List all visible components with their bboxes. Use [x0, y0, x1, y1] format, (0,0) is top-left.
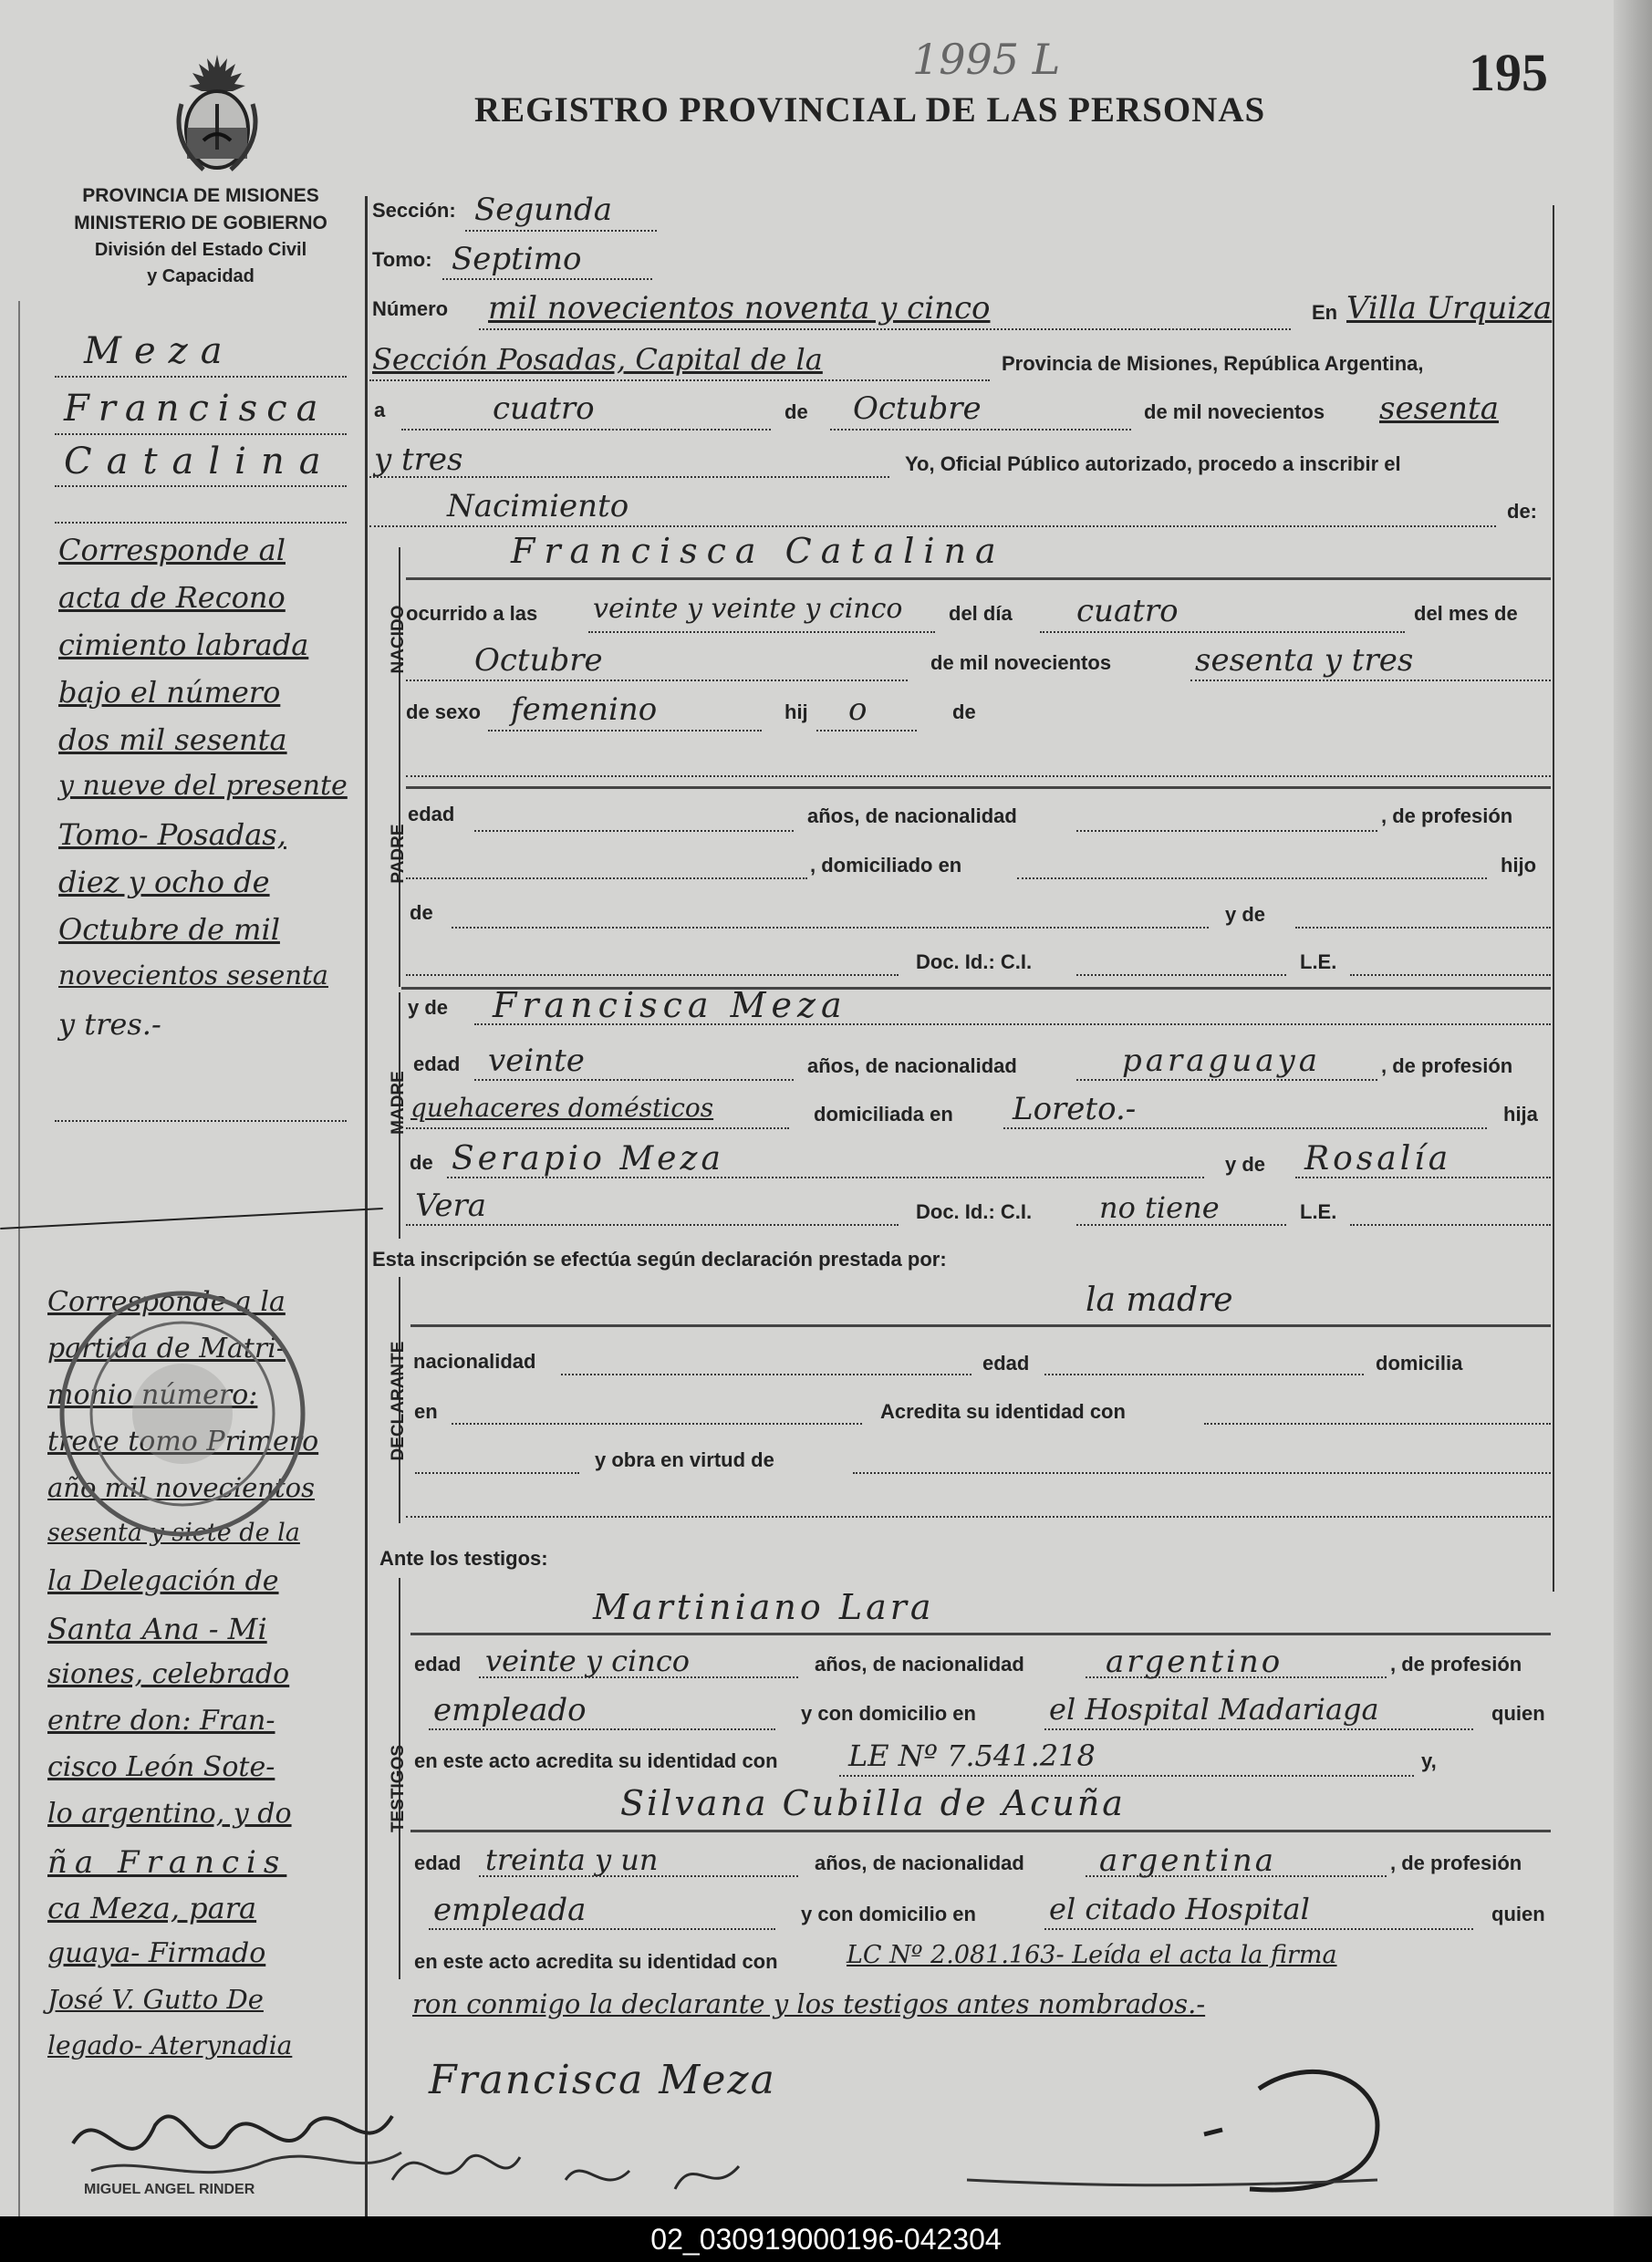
- declarante-obra-line: [853, 1472, 1551, 1474]
- madre-doc-label: Doc. Id.: C.I.: [916, 1200, 1033, 1223]
- seccion-value: Segunda: [474, 192, 613, 228]
- madre-y-de2-label: y de: [1225, 1153, 1266, 1176]
- testigo2-dom-label: y con domicilio en: [801, 1903, 976, 1925]
- margin-separator: [0, 1208, 383, 1230]
- madre-edad-value: veinte: [488, 1043, 585, 1079]
- coat-of-arms-emblem: [167, 49, 267, 177]
- madre-hija-label: hija: [1503, 1103, 1538, 1126]
- numero-label: Número: [372, 297, 449, 320]
- margin-note-line: y nueve del presente: [58, 770, 348, 802]
- mil-label: de mil novecientos: [1144, 400, 1325, 423]
- padre-doc-line: [1076, 974, 1286, 976]
- testigo2-nac-value: argentina: [1099, 1842, 1277, 1879]
- handwritten-reference: 1995 L: [912, 35, 1061, 84]
- padre-y-de-label: y de: [1225, 903, 1266, 926]
- madre-apellido-value: Vera: [415, 1188, 487, 1224]
- testigo2-edad-label: edad: [414, 1852, 462, 1874]
- testigo2-dom-value: el citado Hospital: [1049, 1892, 1310, 1926]
- page-title: REGISTRO PROVINCIAL DE LAS PERSONAS: [474, 90, 1266, 130]
- officer-signature: [949, 2043, 1441, 2216]
- declarante-edad-label: edad: [982, 1352, 1030, 1375]
- year-value: sesenta: [1379, 390, 1499, 427]
- month-line: [830, 429, 1131, 431]
- margin-surname: Meza: [84, 330, 235, 372]
- del-dia-label: del día: [949, 602, 1013, 625]
- padre-le-label: L.E.: [1300, 950, 1337, 973]
- padre-doc-label: Doc. Id.: C.I.: [916, 950, 1033, 973]
- de-colon-label: de:: [1507, 500, 1537, 523]
- testigo1-dom-value: el Hospital Madariaga: [1049, 1692, 1379, 1727]
- margin-note-line: guaya- Firmado: [47, 1937, 266, 1969]
- declarante-final-line: [406, 1516, 1551, 1518]
- madre-profesion-line: [406, 1127, 789, 1129]
- padre-apellido-line: [406, 974, 899, 976]
- padre-y-de-line: [1295, 927, 1551, 929]
- del-mes-label: del mes de: [1414, 602, 1518, 625]
- testigo1-edad-label: edad: [414, 1653, 462, 1676]
- testigo2-prof-line: [429, 1928, 775, 1930]
- hij-label: hij: [784, 700, 808, 723]
- inscripcion-label: Esta inscripción se efectúa según declaración prestada por:: [372, 1248, 947, 1271]
- testigo2-prof-value: empleada: [433, 1892, 587, 1928]
- nacido-de-line: [406, 775, 1551, 777]
- dia-line: [1040, 631, 1405, 633]
- nacido-bottom-rule: [406, 786, 1551, 789]
- declarante-domicilia-label: domicilia: [1376, 1352, 1463, 1375]
- en-value: Villa Urquiza: [1346, 290, 1553, 327]
- testigo2-quien-label: quien: [1491, 1903, 1545, 1925]
- padre-profesion-label: , de profesión: [1381, 804, 1513, 827]
- madre-name-line: [474, 1023, 1551, 1025]
- sexo-value: femenino: [511, 691, 658, 728]
- testigo1-prof-line: [429, 1728, 775, 1730]
- org-ministry: MINISTERIO DE GOBIERNO: [74, 213, 327, 233]
- declarante-en-label: en: [414, 1400, 438, 1423]
- declarante-line: [410, 1324, 1551, 1327]
- margin-note-line: monio número:: [47, 1379, 258, 1411]
- image-caption: 02_030919000196-042304: [0, 2216, 1652, 2262]
- madre-nacionalidad-value: paraguaya: [1122, 1043, 1321, 1079]
- declarante-acredita-label: Acredita su identidad con: [880, 1400, 1126, 1423]
- testigo2-nac-label: años, de nacionalidad: [815, 1852, 1024, 1874]
- testigo1-dom-line: [1044, 1728, 1473, 1730]
- padre-de-label: de: [410, 901, 433, 924]
- madre-doc-value: no tiene: [1099, 1190, 1220, 1225]
- testigo1-name: Martiniano Lara: [593, 1587, 935, 1627]
- mes-line: [406, 680, 908, 681]
- madre-domicilio-value: Loreto.-: [1013, 1091, 1137, 1127]
- margin-note-line: entre don: Fran-: [47, 1705, 275, 1737]
- madre-padre-line: [447, 1177, 1204, 1178]
- nacido-section-label: NACIDO: [389, 605, 408, 674]
- testigo2-id-value: LC Nº 2.081.163- Leída el acta la firma: [847, 1941, 1337, 1969]
- margin-note-line: Octubre de mil: [58, 912, 280, 947]
- declarante-nacionalidad-line: [561, 1374, 971, 1375]
- madre-de-label: de: [410, 1151, 433, 1174]
- testigo2-acredita-label: en este acto acredita su identidad con: [414, 1950, 778, 1973]
- testigo2-edad-line: [479, 1875, 798, 1877]
- dia-value: cuatro: [1076, 593, 1179, 629]
- margin-note-recognition: [58, 533, 359, 1054]
- testigo1-y-label: y,: [1421, 1749, 1437, 1772]
- declarante-en-line: [452, 1423, 862, 1425]
- margin-note-line: y tres.-: [58, 1007, 161, 1042]
- padre-section-label: PADRE: [389, 824, 408, 884]
- nacido-name-line: [406, 577, 1551, 580]
- testigo2-nac-line: [1086, 1875, 1387, 1877]
- margin-note-line: cimiento labrada: [58, 628, 309, 662]
- anio-value: sesenta y tres: [1195, 642, 1414, 679]
- y-tres-line: [369, 476, 889, 478]
- testigo2-name: Silvana Cubilla de Acuña: [620, 1783, 1126, 1823]
- margin-note-line: ña Francis: [47, 1844, 287, 1881]
- seccion-line: [465, 230, 657, 232]
- declarante-acredita-line: [1204, 1423, 1551, 1425]
- margin-note-line: trece tomo Primero: [47, 1426, 319, 1458]
- margin-note-line: Corresponde al: [58, 533, 286, 567]
- hij-line: [816, 730, 917, 732]
- acto-line: [369, 525, 1496, 527]
- seccion-label: Sección:: [372, 199, 456, 222]
- madre-nacionalidad-line: [1076, 1079, 1377, 1081]
- madre-doc-line: [1076, 1224, 1286, 1226]
- margin-note-line: siones, celebrado: [47, 1658, 290, 1690]
- testigo1-quien-label: quien: [1491, 1702, 1545, 1725]
- padre-domiciliado-label: , domiciliado en: [810, 854, 962, 877]
- madre-y-de-label: y de: [408, 996, 449, 1019]
- margin-note-line: bajo el número: [58, 675, 281, 710]
- ocurrido-label: ocurrido a las: [406, 602, 538, 625]
- padre-edad-label: edad: [408, 803, 455, 825]
- margin-line: [55, 1120, 347, 1122]
- testigo1-nac-line: [1086, 1676, 1387, 1678]
- padre-edad-line: [474, 830, 794, 832]
- a-label: a: [374, 399, 386, 421]
- margin-line: [55, 522, 347, 524]
- declarante-nacionalidad-label: nacionalidad: [413, 1350, 536, 1373]
- margin-note-line: dos mil sesenta: [58, 722, 287, 757]
- mes-value: Octubre: [474, 642, 603, 679]
- margin-note-line: Tomo- Posadas,: [58, 817, 286, 852]
- month-value: Octubre: [853, 390, 982, 427]
- madre-madre-value: Rosalía: [1304, 1140, 1452, 1178]
- padre-le-line: [1350, 974, 1551, 976]
- de-label: de: [784, 400, 808, 423]
- page-number: 195: [1469, 43, 1548, 102]
- org-province: PROVINCIA DE MISIONES: [82, 185, 319, 206]
- padre-de-line: [452, 927, 1209, 929]
- declarante-edad-line: [1044, 1374, 1364, 1375]
- padre-profesion-line: [406, 877, 807, 879]
- declarante-section-label: DECLARANTE: [389, 1341, 408, 1461]
- testigo2-prof-label: , de profesión: [1390, 1852, 1522, 1874]
- madre-domiciliada-label: domiciliada en: [814, 1103, 953, 1126]
- numero-value: mil novecientos noventa y cinco: [488, 290, 991, 327]
- testigo1-id-value: LE Nº 7.541.218: [848, 1738, 1096, 1773]
- margin-note-line: cisco León Sote-: [47, 1751, 275, 1783]
- a-value: cuatro: [493, 390, 595, 427]
- madre-edad-line: [474, 1079, 794, 1081]
- madre-edad-label: edad: [413, 1053, 461, 1075]
- testigo1-edad-line: [479, 1676, 798, 1678]
- tomo-value: Septimo: [452, 241, 582, 277]
- seccion-posadas-value: Sección Posadas, Capital de la: [372, 342, 823, 377]
- form-right-border: [1553, 205, 1554, 1592]
- stamp-name: MIGUEL ANGEL RINDER: [84, 2182, 255, 2197]
- en-label: En: [1312, 301, 1338, 324]
- testigo1-edad-value: veinte y cinco: [485, 1644, 691, 1678]
- madre-domicilio-line: [1003, 1127, 1487, 1129]
- margin-note-line: diez y ocho de: [58, 865, 270, 899]
- tomo-line: [442, 278, 652, 280]
- form-left-border: [365, 196, 368, 2216]
- hij-value: o: [848, 691, 868, 728]
- child-name-value: Francisca Catalina: [511, 531, 1005, 571]
- testigo2-edad-value: treinta y un: [485, 1842, 659, 1877]
- madre-section-label: MADRE: [389, 1071, 408, 1135]
- padre-nacionalidad-line: [1076, 830, 1377, 832]
- madre-apellido-line: [406, 1224, 899, 1226]
- testigo1-nac-label: años, de nacionalidad: [815, 1653, 1024, 1676]
- testigo1-name-line: [410, 1633, 1551, 1635]
- declarante-doc-line: [415, 1472, 579, 1474]
- line2-line: [369, 379, 990, 381]
- margin-line: [55, 433, 347, 435]
- testigo1-acredita-label: en este acto acredita su identidad con: [414, 1749, 778, 1772]
- margin-line: [55, 485, 347, 487]
- ante-testigos-label: Ante los testigos:: [379, 1547, 548, 1570]
- margin-left-border: [18, 301, 20, 2216]
- testigos-section-label: TESTIGOS: [389, 1744, 408, 1833]
- additional-signature: [383, 2116, 784, 2216]
- numero-line: [479, 328, 1291, 330]
- margin-note-line: acta de Recono: [58, 580, 286, 615]
- margin-note-line: Santa Ana - Mi: [47, 1612, 267, 1646]
- testigo1-nac-value: argentino: [1106, 1644, 1283, 1680]
- margin-first-name: Francisca: [64, 388, 327, 430]
- tomo-label: Tomo:: [372, 248, 432, 271]
- acto-value: Nacimiento: [447, 488, 629, 524]
- margin-note-line: la Delegación de: [47, 1565, 279, 1597]
- margin-note-line: ca Meza, para: [47, 1891, 257, 1925]
- declarante-obra-label: y obra en virtud de: [595, 1448, 774, 1471]
- hora-value: veinte y veinte y cinco: [593, 593, 903, 625]
- yo-label: Yo, Oficial Público autorizado, procedo a inscribir el: [905, 452, 1401, 475]
- anio-line: [1190, 680, 1551, 681]
- margin-note-line: José V. Gutto De: [47, 1984, 264, 2015]
- nacido-de-label: de: [952, 700, 976, 723]
- madre-profesion-value: quehaceres domésticos: [410, 1093, 714, 1123]
- testigo2-dom-line: [1044, 1928, 1473, 1930]
- margin-note-line: Corresponde a la: [47, 1286, 286, 1318]
- year-continuation: y tres: [374, 441, 463, 478]
- a-line: [401, 429, 771, 431]
- testigo1-dom-label: y con domicilio en: [801, 1702, 976, 1725]
- testigo1-id-line: [839, 1775, 1414, 1777]
- sexo-line: [488, 730, 762, 732]
- madre-name-value: Francisca Meza: [493, 985, 847, 1025]
- mother-signature: Francisca Meza: [429, 2057, 776, 2103]
- padre-nacionalidad-label: años, de nacionalidad: [807, 804, 1017, 827]
- org-division: División del Estado Civil: [94, 240, 307, 260]
- testigo1-prof-label: , de profesión: [1390, 1653, 1522, 1676]
- mil-label: de mil novecientos: [930, 651, 1112, 674]
- sexo-label: de sexo: [406, 700, 481, 723]
- margin-note-line: sesenta y siete de la: [47, 1519, 300, 1547]
- testigo1-prof-value: empleado: [433, 1692, 587, 1728]
- hora-line: [588, 631, 935, 633]
- margin-line: [55, 376, 347, 378]
- testigo2-name-line: [410, 1830, 1551, 1832]
- margin-note-line: año mil novecientos: [47, 1472, 315, 1503]
- margin-note-line: legado- Aterynadia: [47, 2030, 293, 2060]
- margin-middle-name: Catalina: [64, 441, 336, 482]
- margin-note-line: lo argentino, y do: [47, 1798, 292, 1830]
- madre-le-label: L.E.: [1300, 1200, 1337, 1223]
- madre-le-line: [1350, 1224, 1551, 1226]
- margin-note-line: partida de Matri-: [47, 1333, 286, 1364]
- madre-profesion-label: , de profesión: [1381, 1054, 1513, 1077]
- provincia-label: Provincia de Misiones, República Argentina,: [1002, 352, 1424, 375]
- madre-padre-value: Serapio Meza: [452, 1140, 724, 1178]
- madre-madre-line: [1295, 1177, 1551, 1178]
- padre-domicilio-line: [1017, 877, 1487, 879]
- org-capacity: y Capacidad: [147, 266, 255, 286]
- margin-note-line: novecientos sesenta: [58, 960, 328, 991]
- madre-nacionalidad-label: años, de nacionalidad: [807, 1054, 1017, 1077]
- declarante-value: la madre: [1086, 1281, 1233, 1319]
- padre-hijo-label: hijo: [1501, 854, 1537, 877]
- closing-text: ron conmigo la declarante y los testigos antes nombrados.-: [412, 1988, 1206, 2019]
- official-seal: [55, 1277, 310, 1551]
